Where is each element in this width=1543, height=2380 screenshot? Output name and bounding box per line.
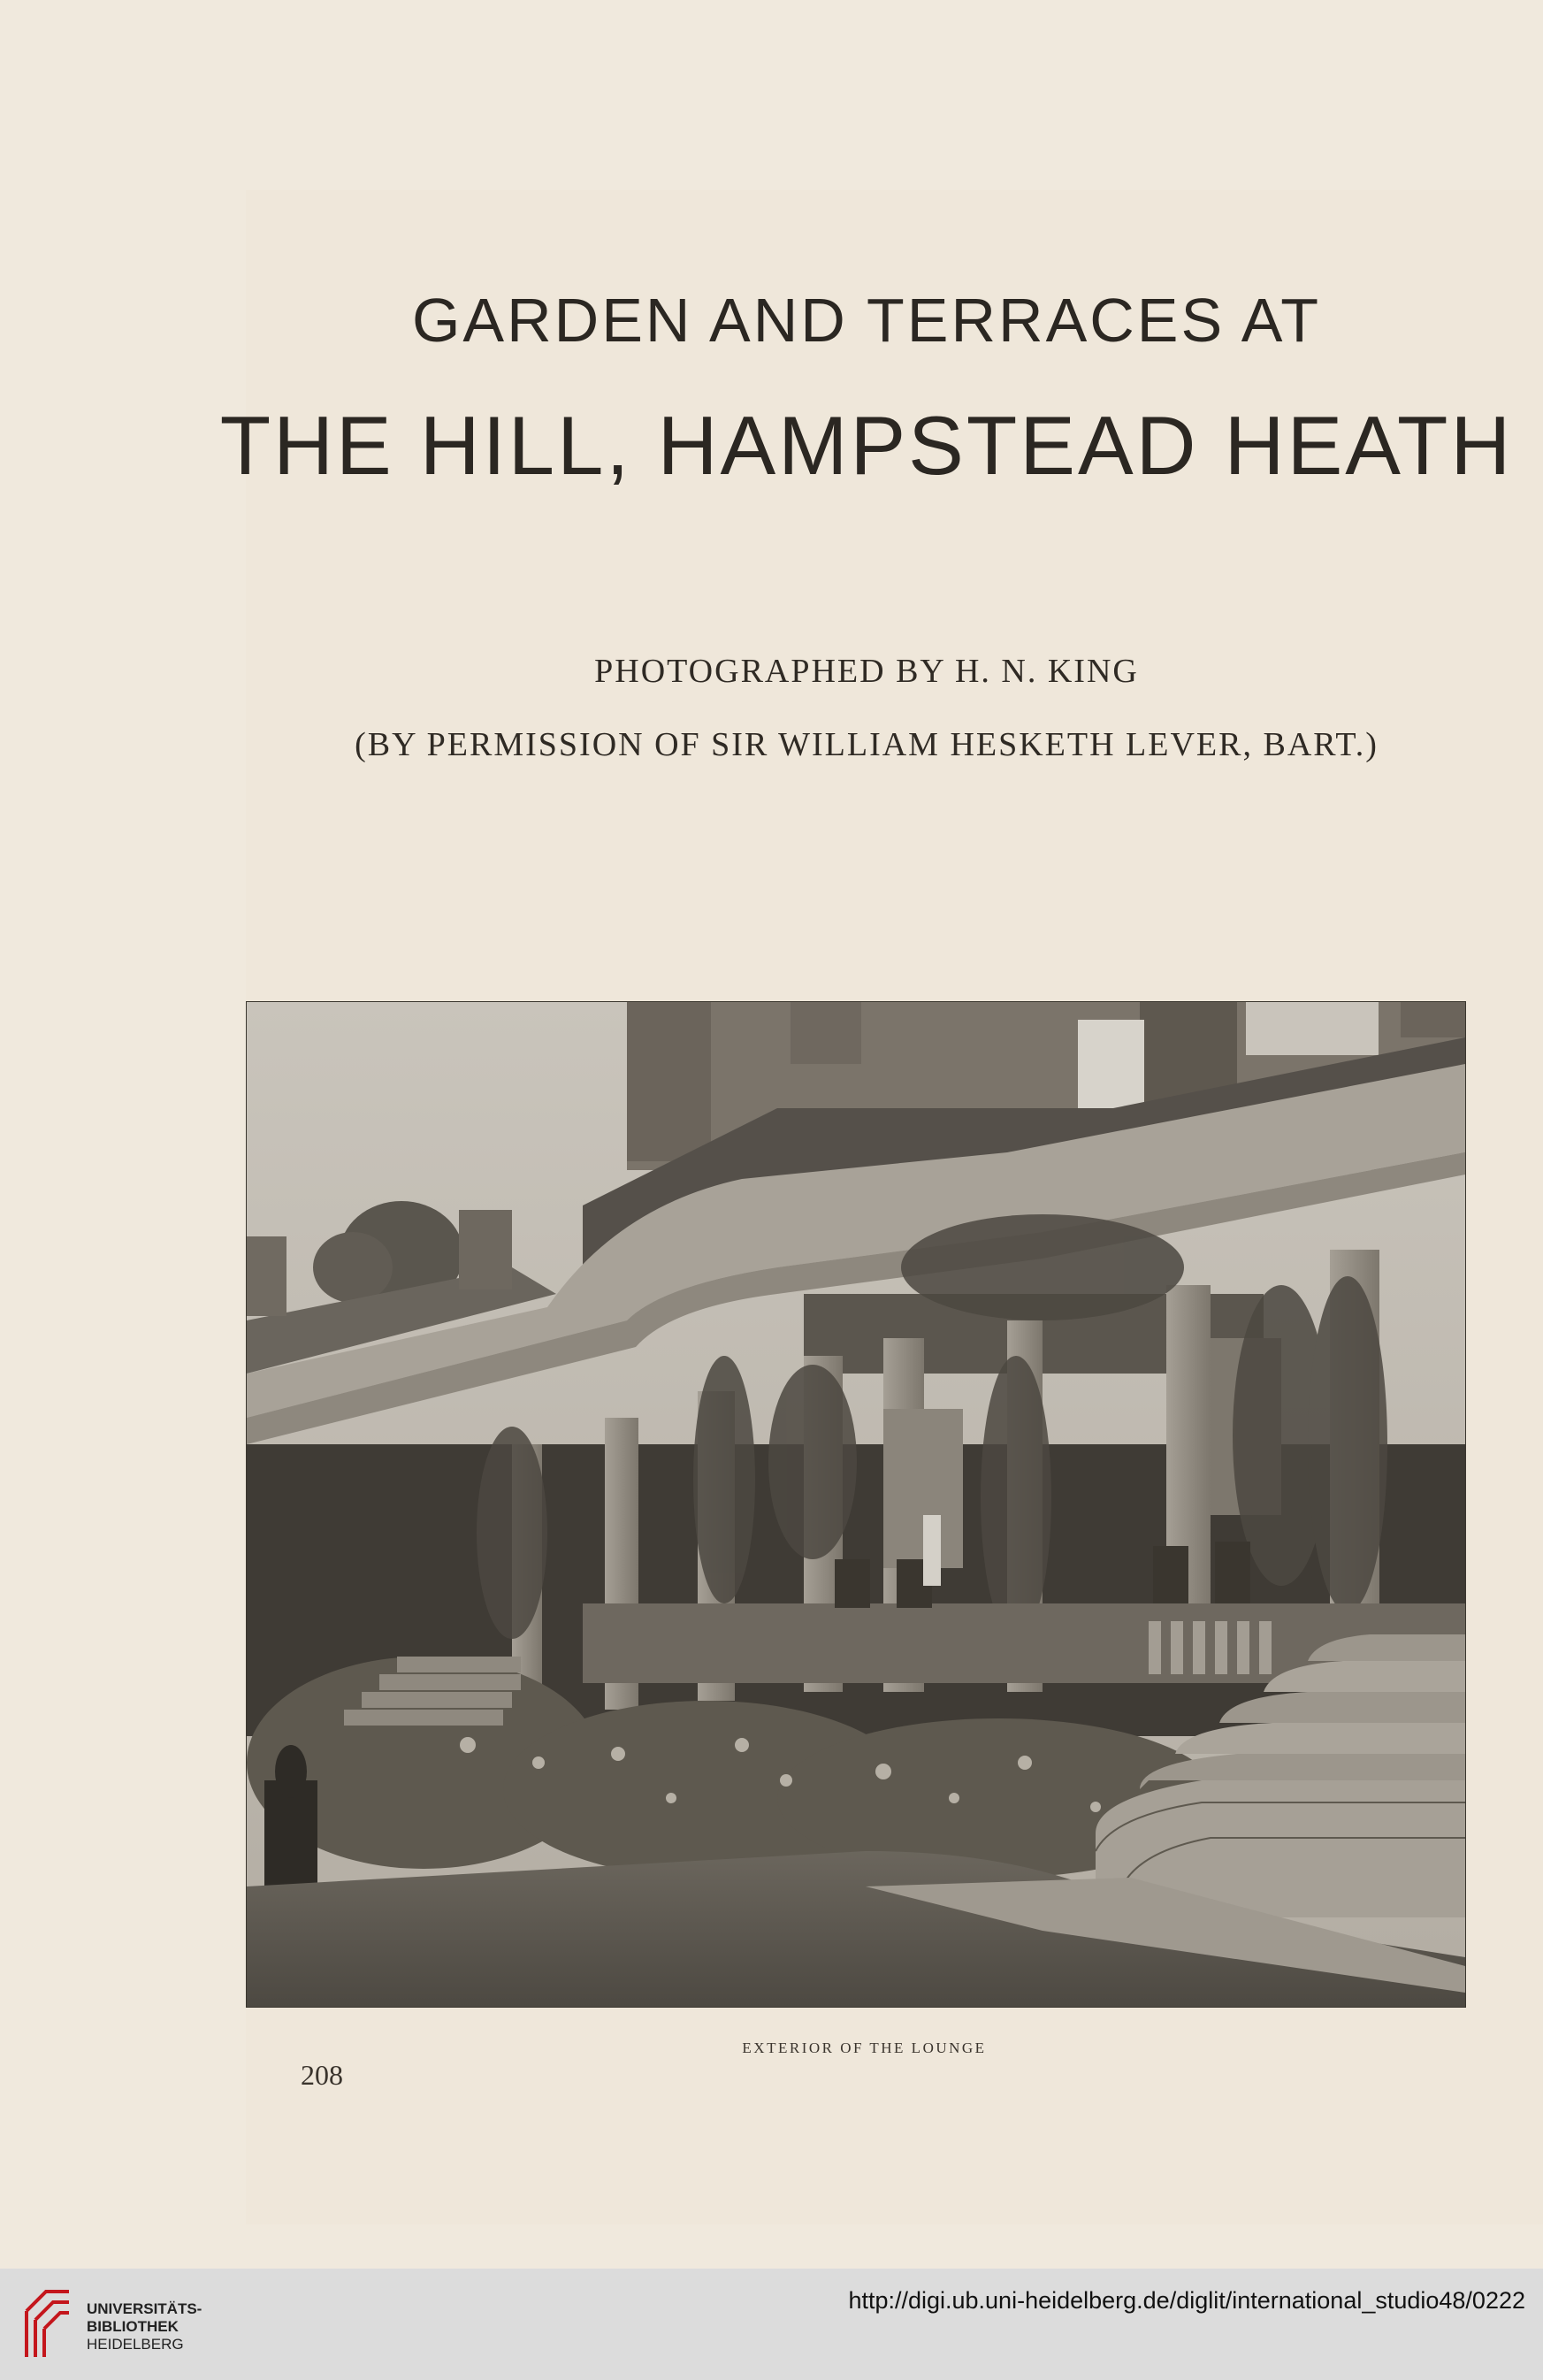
- permission-credit: (BY PERMISSION OF SIR WILLIAM HESKETH LEVER, BART.): [355, 726, 1379, 763]
- page-number: 208: [301, 2059, 343, 2091]
- library-logo-icon: [19, 2284, 76, 2364]
- article-title-line-2: THE HILL, HAMPSTEAD HEATH: [219, 399, 1514, 492]
- logo-line-2: BIBLIOTHEK: [87, 2318, 179, 2335]
- source-url-link[interactable]: http://digi.ub.uni-heidelberg.de/diglit/international_studio48/0222: [848, 2287, 1525, 2314]
- logo-line-1: UNIVERSITÄTS-: [87, 2300, 202, 2317]
- article-title-line-1: GARDEN AND TERRACES AT: [411, 286, 1322, 355]
- library-logo-text: [87, 2300, 202, 2353]
- footer-bar: [0, 2269, 1543, 2380]
- figure-caption: EXTERIOR OF THE LOUNGE: [742, 2039, 987, 2056]
- photographer-credit: PHOTOGRAPHED BY H. N. KING: [594, 653, 1139, 690]
- lounge-photograph: [246, 1001, 1466, 2008]
- logo-line-3: HEIDELBERG: [87, 2336, 184, 2353]
